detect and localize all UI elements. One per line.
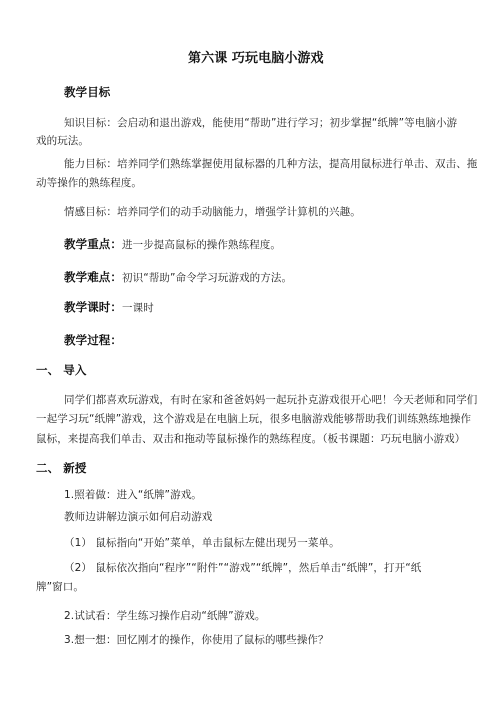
difficulty-text: 初识“帮助”命令学习玩游戏的方法。 [122,272,293,284]
knowledge-objective-line2: 戏的玩法。 [36,135,89,147]
class-hours [64,300,154,315]
ability-objective-line1: 能力目标：培养同学们熟练掌握使用鼠标器的几种方法，提高用鼠标进行单击、双击、拖 [64,158,478,170]
section-intro-heading: 一、 导入 [36,363,87,377]
key-point-label: 教学重点： [64,237,122,251]
item-think: 3.想一想：回忆刚才的操作，你使用了鼠标的哪些操作？ [64,634,329,646]
teacher-demo: 教师边讲解边演示如何启动游戏 [64,511,213,523]
emotion-objective: 情感目标：培养同学们的动手动脑能力，增强学计算机的兴趣。 [64,206,361,218]
knowledge-objective-line1: 知识目标：会启动和退出游戏，能使用“帮助”进行学习；初步掌握“纸牌”等电脑小游 [64,117,458,129]
item-try-it: 2.试试看：学生练习操作启动“纸牌”游戏。 [64,610,266,622]
class-hours-label: 教学课时： [64,300,122,314]
step-2-line1: （2） 鼠标依次指向“程序”“附件”“游戏”“纸牌”，然后单击“纸牌”，打开“纸 [64,562,422,574]
intro-line1: 同学们都喜欢玩游戏，有时在家和爸爸妈妈一起玩扑克游戏很开心吧！今天老师和同学们 [64,394,478,406]
section-new-heading: 二、 新授 [36,461,87,475]
objectives-heading: 教学目标 [64,85,111,99]
item-follow-along: 1.照着做：进入“纸牌”游戏。 [64,489,202,501]
difficulty-label: 教学难点： [64,270,122,284]
class-hours-text: 一课时 [122,302,154,314]
step-2-line2: 牌”窗口。 [36,581,84,593]
key-point-text: 进一步提高鼠标的操作熟练程度。 [122,239,281,251]
key-point [64,237,281,252]
process-heading: 教学过程： [64,333,122,347]
intro-line2: 一起学习玩“纸牌”游戏，这个游戏是在电脑上玩，很多电脑游戏能够帮助我们训练熟练地操作 [36,413,472,425]
step-1: （1） 鼠标指向“开始”菜单，单击鼠标左健出现另一菜单。 [64,537,340,549]
intro-line3: 鼠标，来提高我们单击、双击和拖动等鼠标操作的熟练程度。（板书课题：巧玩电脑小游戏） [36,433,466,445]
ability-objective-line2: 动等操作的熟练程度。 [36,177,142,189]
lesson-title: 第六课 巧玩电脑小游戏 [188,51,324,66]
difficulty-point [64,270,292,285]
